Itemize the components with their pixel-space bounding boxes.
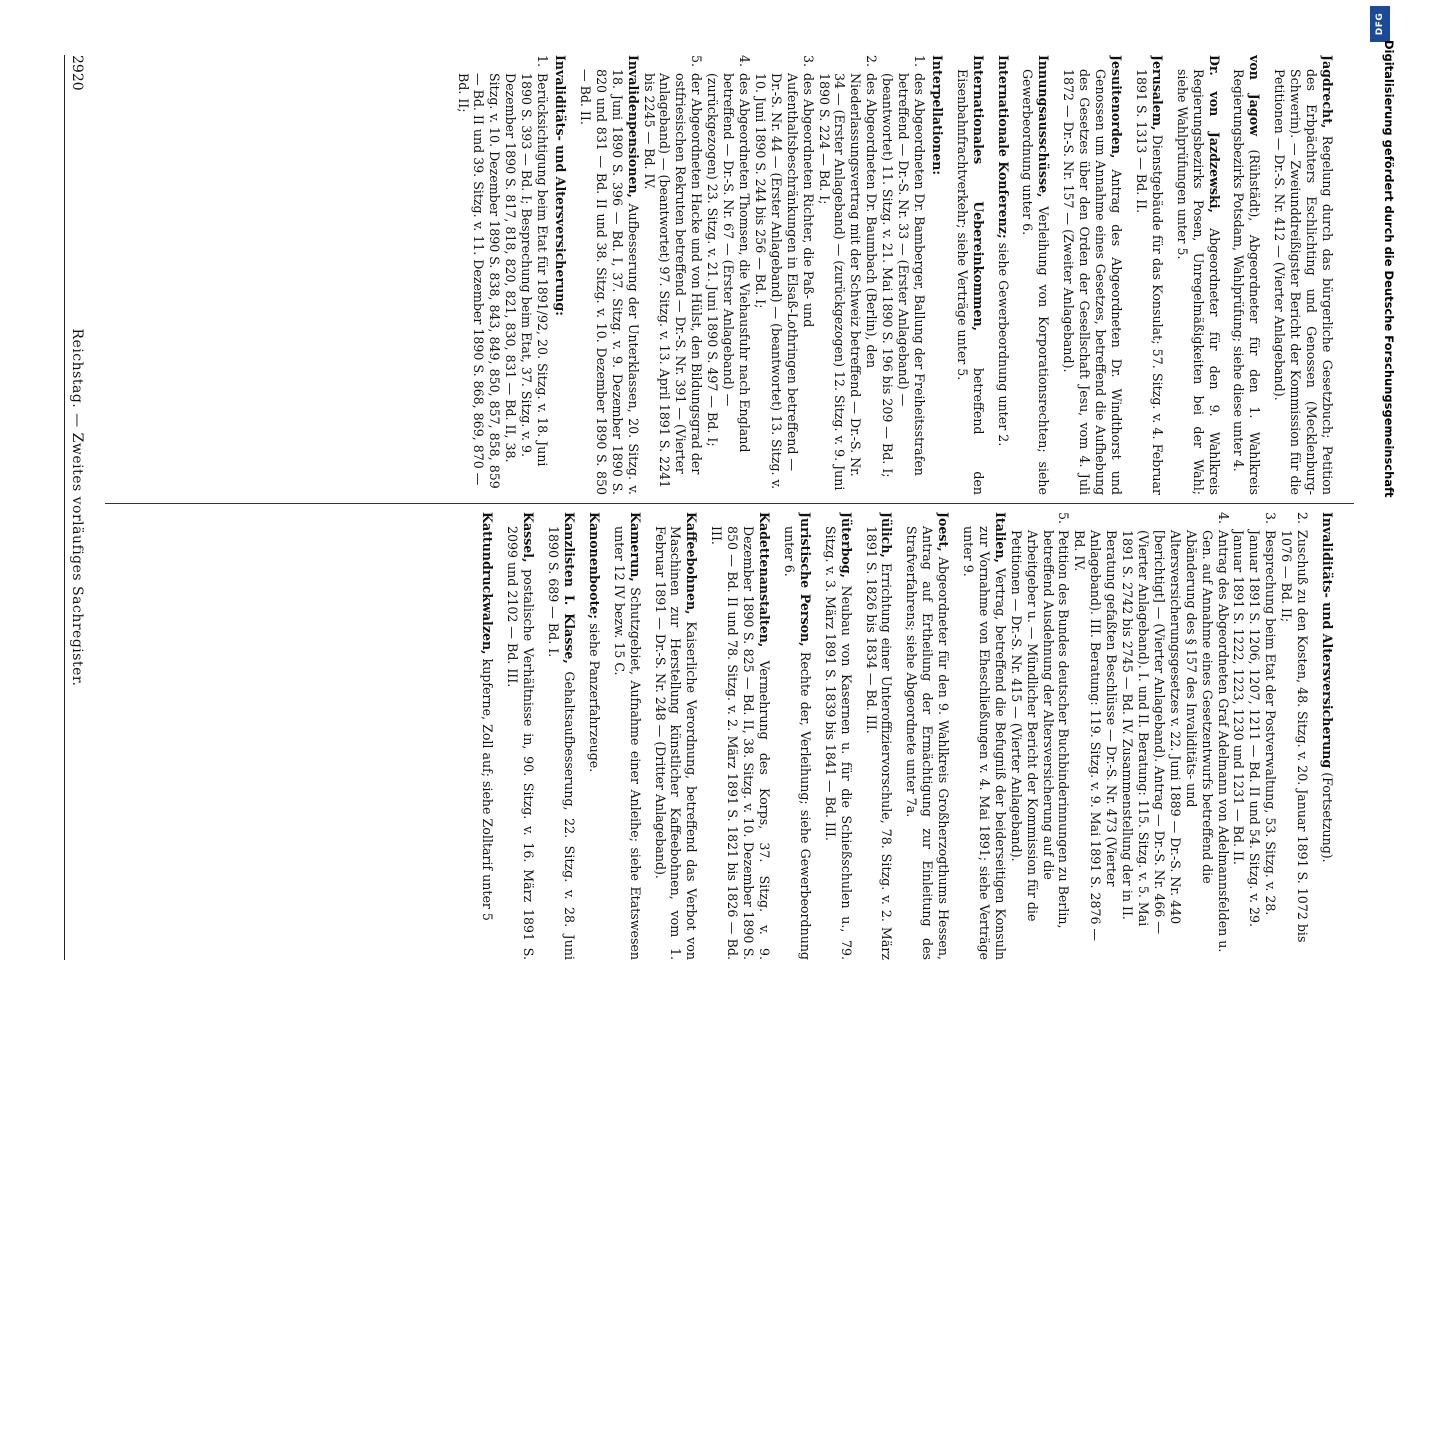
register-subentry <box>1008 512 1072 960</box>
register-entry <box>960 512 1008 960</box>
entry-keyword: Invalidenpensionen, <box>625 55 641 199</box>
entry-text: betreffend den Eisenbahnfrachtverkehr; siehe Verträge unter 5. <box>954 69 986 495</box>
subentry-number: 3. <box>1263 512 1279 525</box>
subentry-text: Zuschuß zu den Kosten, 48. Sitzg. v. 20. Januar 1891 S. 1072 bis 1076 — Bd. II; <box>1279 530 1311 943</box>
register-subentry <box>1072 512 1231 960</box>
entry-text: Aufbesserung der Unterklassen, 20. Sitzg. v. 18. Juni 1890 S. 396 — Bd. I, 37. Sitzg. v. 9. Dezember 1890 S. 820 und 831 — Bd. II und 38. Sitzg. v. 10. Dezember 1890 S. 850 — Bd. II. <box>577 69 641 495</box>
register-subentry <box>879 55 927 495</box>
entry-keyword: Invaliditäts- und Altersversicherung: <box>553 55 569 316</box>
subentry-text: Besprechung beim Etat der Postverwaltung, 53. Sitzg. v. 28. Januar 1891 S. 1206, 1207, 1211 — Bd. II und 54. Sitzg. v. 29. Januar 1891 S. 1222, 1223, 1230 und 1231 — Bd. II. <box>1231 530 1279 927</box>
dfg-logo <box>1370 6 1390 42</box>
register-entry <box>781 512 813 960</box>
entry-keyword: Kaffeebohnen, <box>684 512 700 615</box>
subentry-text: Antrag des Abgeordneten Graf Adelmann von Adelmannsfelden u. Gen. auf Annahme eines Gesetzentwurfs betreffend die Abänderung des § 157 des Invaliditäts- und Altersversicherungsgesetzes v. 22. Juni 1889 — Dr.-S. Nr. 440 [berichtigt] — (Vierter Anlageband). Antrag — Dr.-S. Nr. 466 — (Vierter Anlageband). I. und II. Beratung: 115. Sitzg. v. 5. Mai 1891 S. 2742 bis 2745 — Bd. IV. Zusammenstellung der in II. Beratung gefaßten Beschlüsse — Dr.-S. Nr. 473 (Vierter Anlageband). III. Beratung: 119. Sitzg. v. 9. Mai 1891 S. 2876 — Bd. IV. <box>1072 530 1231 953</box>
entry-keyword: Innungsausschüsse, <box>1036 55 1052 198</box>
entry-keyword: Internationales Uebereinkommen, <box>970 55 986 332</box>
register-entry <box>1020 55 1052 495</box>
entry-text: (Rühstädt), Abgeordneter für den 1. Wahlkreis Regierungsbezirks Potsdam, Wahlprüfung; siehe diese unter 4. <box>1231 69 1263 495</box>
subentry-text: der Abgeordneten Hacke und von Hülst, den Bildungsgrad der ostfriesischen Rekruten betreffend — Dr.-S. Nr. 391 — (Vierter Anlageband) — (beantwortet) 97. Sitzg. v. 13. April 1891 S. 2241 bis 2245 — Bd. IV. <box>641 73 705 489</box>
entry-text: kupferne, Zoll auf; siehe Zolltarif unter 5 <box>480 658 496 921</box>
entry-text: siehe Gewerbeordnung unter 2. <box>995 242 1011 447</box>
register-entry <box>611 512 643 960</box>
subentry-number: 2. <box>864 55 880 68</box>
register-entry <box>652 512 700 960</box>
column-divider <box>105 503 1354 504</box>
register-entry <box>504 512 536 960</box>
entry-keyword: Kassel, <box>521 512 537 563</box>
register-entry <box>1174 55 1222 495</box>
register-entry <box>1231 55 1263 495</box>
entry-text: Verleihung von Korporationsrechten; siehe Gewerbeordnung unter 6. <box>1020 69 1052 495</box>
subentry-number: 5. <box>689 55 705 68</box>
register-entry <box>954 55 986 495</box>
subentry-text: Petition des Bundes deutscher Buchbinderinnungen zu Berlin, betreffend Ausdehnung der Altersversicherung auf die Arbeitgeber u. — Mündlicher Bericht der Kommission für die Petitionen — Dr.-S. Nr. 415 — (Vierter Anlageband). <box>1008 530 1072 929</box>
register-entry <box>1271 55 1335 495</box>
entry-text: siehe Panzerfahrzeuge. <box>586 623 602 773</box>
dfg-logo-text: DFG <box>1375 12 1385 36</box>
entry-text: Abgeordneter für den 9. Wahlkreis Großherzogthums Hessen, Antrag auf Ertheilung der Ermächtigung zur Einleitung des Strafverfahrens; siehe Abgeordnete unter 7a. <box>904 526 952 960</box>
register-entry <box>1319 512 1335 960</box>
entry-keyword: Kattundruckwalzen, <box>480 512 496 655</box>
entry-text: Rechte der, Verleihung; siehe Gewerbeordnung unter 6. <box>781 526 813 960</box>
entry-keyword: Jülich, <box>879 512 895 558</box>
digitization-note: Digitalisierung gefördert durch die Deutsche Forschungsgemeinschaft <box>1382 40 1396 498</box>
register-entry <box>708 512 772 960</box>
page-number: 2920 <box>69 55 85 91</box>
register-subentry <box>641 55 705 495</box>
register-entry <box>995 55 1011 495</box>
entry-text: Kaiserliche Verordnung, betreffend das Verbot von Maschinen zur Herstellung künstlicher Kaffeebohnen, vom 1. Februar 1891 — Dr.-S. Nr. 248 — (Dritter Anlageband). <box>652 526 700 960</box>
entry-text: Abgeordneter für den 9. Wahlkreis Regierungsbezirks Posen, Unregelmäßigkeiten bei der Wahl; siehe Wahlprüfungen unter 5. <box>1174 69 1222 495</box>
entry-text: Errichtung einer Unteroffiziervorschule, 78. Sitzg. v. 2. März 1891 S. 1826 bis 1834 — Bd. III. <box>863 526 895 960</box>
entry-keyword: Kamerun, <box>627 512 643 582</box>
entry-keyword: Juristische Person, <box>797 512 813 647</box>
register-entry <box>929 55 945 495</box>
register-entry <box>586 512 602 960</box>
subentry-number: 1. <box>535 55 551 68</box>
subentry-text: des Abgeordneten Dr. Baumbach (Berlin), den Niederlassungsvertrag mit der Schweiz betreffend — Dr.-S. Nr. 34 — (Erster Anlageband) — (zurückgezogen) 12. Sitzg. v. 9. Juni 1890 S. 224 — Bd. I; <box>816 73 880 491</box>
entry-keyword: Jüterbog, <box>838 512 854 578</box>
entry-keyword: Invaliditäts- und Altersversicherung <box>1320 512 1335 769</box>
register-entry <box>1133 55 1165 495</box>
entry-text: Regelung durch das bürgerliche Gesetzbuch; Petition des Erbpächters Eschlichting und Genossen (Mecklenburg-Schwerin). — Zweiunddreißigster Bericht der Kommission für die Petitionen — Dr.-S. Nr. 412 — (Vierter Anlageband). <box>1272 69 1335 495</box>
entry-keyword: Kanzlisten I. Klasse, <box>561 512 577 664</box>
entry-text: Dienstgebäude für das Konsulat; 57. Sitzg. v. 4. Februar 1891 S. 1313 — Bd. II. <box>1133 69 1165 495</box>
subentry-number: 3. <box>800 55 816 68</box>
entry-keyword: Internationale Konferenz; <box>995 55 1011 239</box>
entry-text: Gehaltsaufbesserung, 22. Sitzg. v. 28. Juni 1890 S. 689 — Bd. I. <box>546 526 577 960</box>
entry-keyword: Jagdrecht, <box>1320 55 1335 129</box>
subentry-number: 2. <box>1295 512 1311 525</box>
right-column <box>105 512 1335 960</box>
register-entry <box>863 512 895 960</box>
entry-keyword: Kanonenboote; <box>586 512 602 620</box>
entry-text: postalische Verhältnisse in, 90. Sitzg. v. 16. März 1891 S. 2099 und 2102 — Bd. III. <box>505 526 537 960</box>
entry-keyword: Joest, <box>936 512 952 552</box>
register-entry <box>479 512 495 960</box>
subentry-text: des Abgeordneten Thomsen, die Viehausfuhr nach England betreffend — Dr.-S. Nr. 67 — (Erster Anlageband) — (zurückgezogen) 23. Sitzg. v. 21. Juni 1890 S. 497 — Bd. I; <box>705 73 752 453</box>
entry-keyword: Interpellationen: <box>929 55 945 176</box>
entry-keyword: Jesuitenorden, <box>1109 55 1125 159</box>
register-entry <box>1060 55 1124 495</box>
entry-keyword: Italien, <box>992 512 1008 563</box>
subentry-number: 4. <box>1215 512 1231 525</box>
entry-text: Vertrag, betreffend die Befugniß der beiderseitigen Konsuln zur Vornahme von Eheschließungen v. 4. Mai 1891; siehe Verträge unter 9. <box>961 526 1008 960</box>
running-title: Reichstag. — Zweites vorläufiges Sachregister. <box>69 328 85 687</box>
entry-text: Neubau von Kasernen u. für die Schießschulen u., 79. Sitzg. v. 3. März 1891 S. 1839 bis 1841 — Bd. III. <box>822 526 854 960</box>
entry-keyword: Jerusalem, <box>1149 55 1165 131</box>
subentry-number: 1. <box>911 55 927 68</box>
subentry-number: 5. <box>1056 512 1072 525</box>
subentry-number: 4. <box>737 55 752 68</box>
subentry-text: des Abgeordneten Richter, die Paß- und Aufenthaltsbeschränkungen in Elsaß-Lothringen betreffend — Dr.-S. Nr. 44 — (Erster Anlageband) — (beantwortet) 13. Sitzg. v. 10. Juni 1890 S. 244 bis 256 — Bd. I; <box>752 73 816 490</box>
digitization-sidebar <box>1362 0 1432 1432</box>
page-header <box>64 55 87 960</box>
entry-text: Schutzgebiet, Aufnahme einer Anleihe; siehe Etatswesen unter 12 IV bezw. 15 C. <box>611 526 643 960</box>
register-subentry <box>1231 512 1279 960</box>
register-subentry <box>704 55 752 495</box>
register-entry <box>577 55 641 495</box>
register-subentry <box>752 55 816 495</box>
entry-keyword: von Jagow <box>1247 55 1263 136</box>
register-subentry <box>1278 512 1310 960</box>
register-entry <box>545 512 577 960</box>
left-column <box>105 55 1335 495</box>
register-entry <box>552 55 568 495</box>
subentry-text: des Abgeordneten Dr. Bamberger, Ballung der Freiheitsstrafen betreffend — Dr.-S. Nr. 33 — (Erster Anlageband) — (beantwortet) 11. Sitzg. v. 21. Mai 1890 S. 196 bis 209 — Bd. I; <box>880 73 927 478</box>
entry-keyword: Dr. von Jazdzewski, <box>1206 55 1222 213</box>
register-entry <box>822 512 854 960</box>
register-entry <box>903 512 951 960</box>
entry-keyword: Kadettenanstalten, <box>757 512 772 648</box>
subentry-text: Berücksichtigung beim Etat für 1891/92, 20. Sitzg. v. 18. Juni 1890 S. 393 — Bd. I; Besprechung beim Etat, 37. Sitzg. v. 9. Dezember 1890 S. 817, 818, 820, 821, 830, 831 — Bd. II, 38. Sitzg. v. 10. Dezember 1890 S. 838, 843, 849, 850, 857, 858, 859 — Bd. II und 39. Sitzg. v. 11. Dezember 1890 S. 868, 869, 870 — Bd. II; <box>455 73 551 489</box>
register-subentry <box>455 55 550 495</box>
entry-text: Antrag des Abgeordneten Dr. Windthorst und Genossen um Annahme eines Gesetzes, betreffend die Aufhebung des Gesetzes über den Orden der Gesellschaft Jesu, vom 4. Juli 1872 — Dr.-S. Nr. 157 — (Zweiter Anlageband). <box>1061 69 1125 495</box>
entry-text: (Fortsetzung). <box>1320 772 1335 863</box>
entry-text: Vermehrung des Korps, 37. Sitzg. v. 9. Dezember 1890 S. 825 — Bd. II, 38. Sitzg. v. 10. Dezember 1890 S. 850 — Bd. II und 78. Sitzg. v. 2. März 1891 S. 1821 bis 1826 — Bd. III. <box>709 526 772 960</box>
register-subentry <box>816 55 880 495</box>
